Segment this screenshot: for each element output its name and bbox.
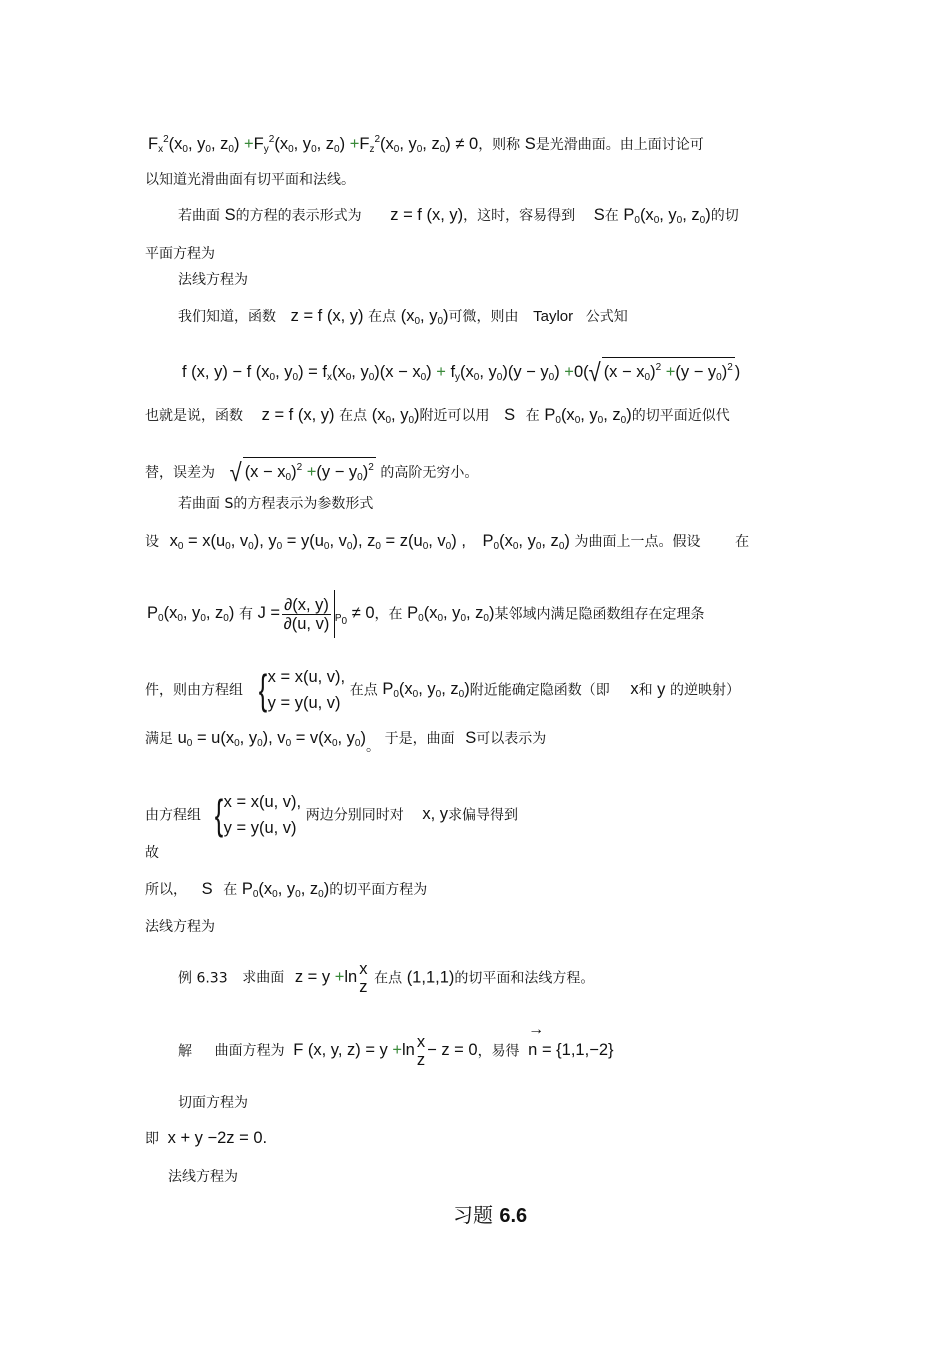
tangent-plane-result: 即 x + y −2z = 0. [145,1129,268,1147]
parametric-point-line: 设 $x_0 = x(u_0$, $v_0$), $y_0 = y(u_0$, $v_0$), $z_0 = z(u_0$, $v_0$) , $P_0(x_0$, $y_0$, $z_0$) 为曲面上一点。假设 在 [145,532,750,552]
equation-system: { x = x(u, v), y = y(u, v) [258,666,346,713]
paragraph-text: 若曲面 S的方程表示为参数形式 [178,496,374,512]
surface-explicit-line: 若曲面 S的方程的表示形式为 z = f (x, y)，这时，容易得到 S在 $P_0(x_0$, $y_0$, $z_0$)的切 [178,206,739,226]
paragraph-text: 法线方程为 [168,1169,238,1185]
taylor-formula: f (x, y) − f ($x_0$, $y_0) = f_x(x_0$, $y_0)(x - x_0) + f_y(x_0$, $y_0)(y - y_0) +0(√$ $(x - x_0)^2 +(y - y_0)^2$ ) [182,358,741,387]
explicit-equation: z = f (x, y) [390,206,464,224]
paragraph-text: 故 [145,845,159,861]
paragraph-text: 法线方程为 [178,272,248,288]
paragraph-text: 切面方程为 [178,1095,248,1111]
example-line: 例 6.33 求曲面 z = y +ln x z 在点 (1,1,1)的切平面和法线方程。 [178,960,595,996]
normal-vector: → n = {1,1,−2} [528,1041,613,1059]
gradient-nonzero-formula: $F_x^2(x_0$, $y_0$, $z_0) +F_y^2(x_0$, $y_0$, $z_0) +F_z^2(x_0$, $y_0$, $z_0) \ne 0$ [148,134,479,155]
paragraph-text: 平面方程为 [145,246,215,262]
paragraph-text: 以知道光滑曲面有切平面和法线。 [145,172,355,188]
taylor-intro-line: 我们知道，函数 z = f (x, y) 在点 ($x_0$, $y_0$)可微，则由 Taylor 公式知 [178,307,628,327]
implicit-system-line: 件，则由方程组 { x = x(u, v), y = y(u, v) 在点 $P_0(x_0$, $y_0$, $z_0$)附近能确定隐函数（即 x和 y 的逆映射） [145,666,741,713]
jacobian-line: $P_0(x_0$, $y_0$, $z_0$) 有 J = $\frac{\partial(x, y)}{\partial(u, v)}$ $_{P_0}$ ≠ 0，在 $P_0(x_0$, $y_0$, $z_0$)某邻域内满足隐函数组存在定理条 [147,590,704,638]
inverse-map-line: 满足 $u_0 = u(x_0$, $y_0$), $v_0 = v(x_0$, $y_0$)。 于是，曲面 S可以表示为 [145,729,547,755]
condition-line: $F_x^2(x_0$, $y_0$, $z_0) +F_y^2(x_0$, $y_0$, $z_0) +F_z^2(x_0$, $y_0$, $z_0) \ne 0$，则称 S是光滑曲面。由上面讨论可 [148,134,704,155]
tangent-plane-line: 所以， S 在 $P_0(x_0$, $y_0$, $z_0$)的切平面方程为 [145,880,428,900]
section-heading: 习题 6.6 [453,1203,528,1227]
approximation-line: 也就是说，函数 z = f (x, y) 在点 ($x_0$, $y_0$)附近可以用 S 在 $P_0(x_0$, $y_0$, $z_0$)的切平面近似代 [145,406,730,426]
error-line: 替，误差为 √ $(x - x_0)^2 +(y - y_0)^2$ 的高阶无穷小。 [145,458,479,487]
solution-line: 解 曲面方程为 F (x, y, z) = y +ln x z − z = 0，易得 → n = {1,1,−2} [178,1033,614,1069]
partial-derivative-line: 由方程组 { x = x(u, v), y = y(u, v) 两边分别同时对 x, y求偏导得到 [145,791,519,838]
equation-system: { x = x(u, v), y = y(u, v) [214,791,302,838]
paragraph-text: 法线方程为 [145,919,215,935]
jacobian-formula: J = $\frac{\partial(x, y)}{\partial(u, v)}$ $_{P_0}$ ≠ 0 [258,604,375,622]
